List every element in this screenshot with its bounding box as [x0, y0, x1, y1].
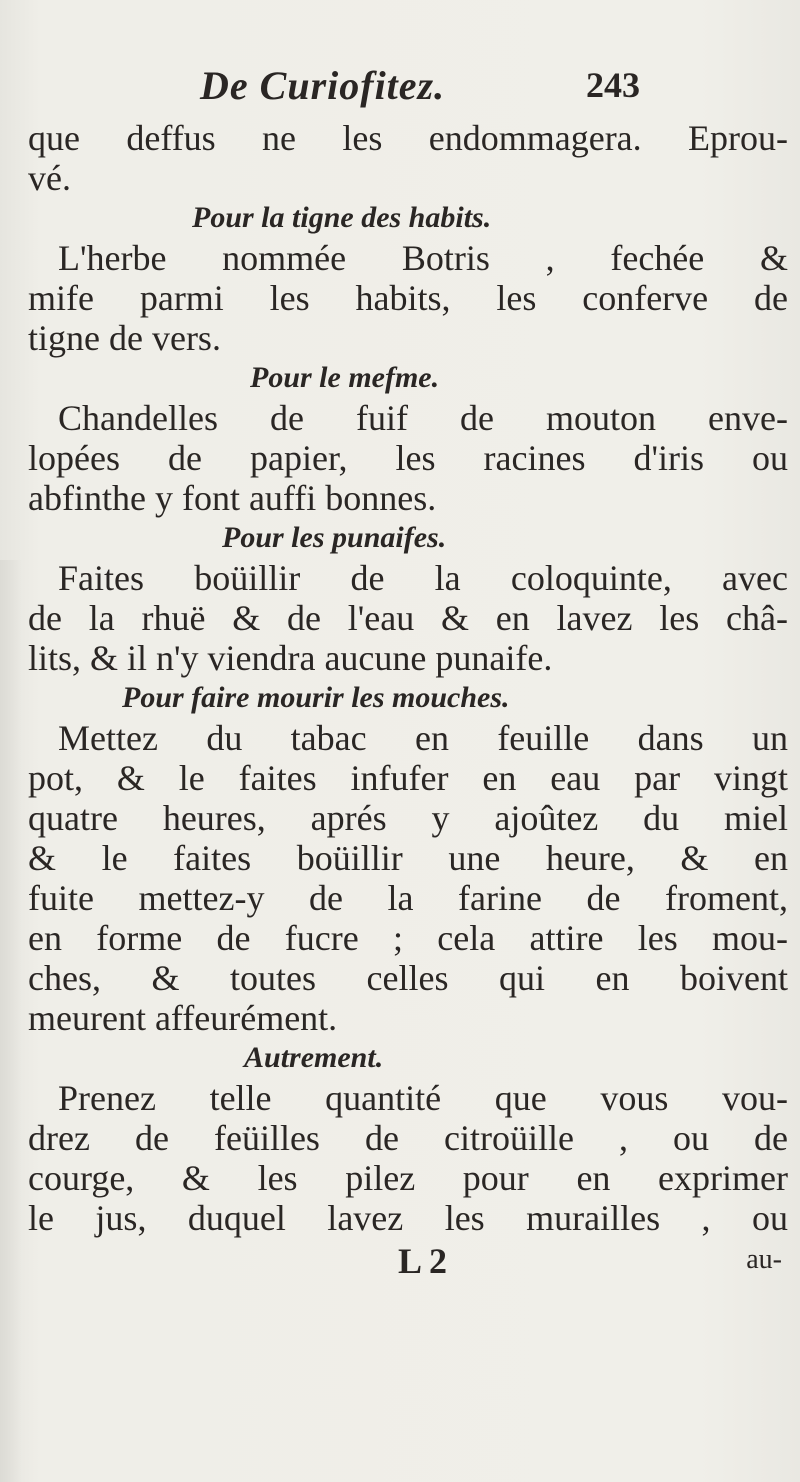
- catchword: au-: [746, 1244, 782, 1275]
- body-line: lits, & il n'y viendra aucune punaife.: [28, 638, 553, 678]
- body-line: ches, & toutes celles qui en boivent: [28, 958, 788, 998]
- body-line: Chandelles de fuif de mouton enve-: [58, 398, 788, 438]
- body-line: Mettez du tabac en feuille dans un: [58, 718, 788, 758]
- recipe-heading: Pour le mefme.: [250, 361, 440, 394]
- recipe-heading: Pour la tigne des habits.: [192, 201, 492, 234]
- body-line: lopées de papier, les racines d'iris ou: [28, 438, 788, 478]
- body-line: Prenez telle quantité que vous vou-: [58, 1078, 788, 1118]
- page-edge-shadow: [0, 560, 22, 1482]
- body-line: de la rhuë & de l'eau & en lavez les châ-: [28, 598, 788, 638]
- body-line: que deffus ne les endommagera. Eprou-: [28, 118, 788, 158]
- recipe-heading: Pour les punaifes.: [222, 521, 447, 554]
- body-line: quatre heures, aprés y ajoûtez du miel: [28, 798, 788, 838]
- body-line: abfinthe y font auffi bonnes.: [28, 478, 437, 518]
- body-line: meurent affeurément.: [28, 998, 338, 1038]
- body-line: courge, & les pilez pour en exprimer: [28, 1158, 788, 1198]
- body-line: fuite mettez-y de la farine de froment,: [28, 878, 788, 918]
- body-line: vé.: [28, 158, 71, 198]
- body-line: pot, & le faites infufer en eau par vingt: [28, 758, 788, 798]
- signature-mark: L 2: [398, 1241, 448, 1281]
- page-number: 243: [586, 65, 640, 105]
- body-line: drez de feüilles de citroüille , ou de: [28, 1118, 788, 1158]
- body-line: tigne de vers.: [28, 318, 221, 358]
- body-line: Faites boüillir de la coloquinte, avec: [58, 558, 788, 598]
- body-line: mife parmi les habits, les conferve de: [28, 278, 788, 318]
- running-head-title: De Curiofitez.: [200, 63, 446, 108]
- running-head: [190, 62, 650, 112]
- body-line: en forme de fucre ; cela attire les mou-: [28, 918, 788, 958]
- recipe-heading: Pour faire mourir les mouches.: [122, 681, 510, 714]
- signature-line: [28, 1240, 788, 1284]
- body-line: & le faites boüillir une heure, & en: [28, 838, 788, 878]
- body-line: L'herbe nommée Botris , fechée &: [58, 238, 788, 278]
- page-body: [28, 118, 788, 1238]
- recipe-heading: Autrement.: [244, 1041, 384, 1074]
- body-line: le jus, duquel lavez les murailles , ou: [28, 1198, 788, 1238]
